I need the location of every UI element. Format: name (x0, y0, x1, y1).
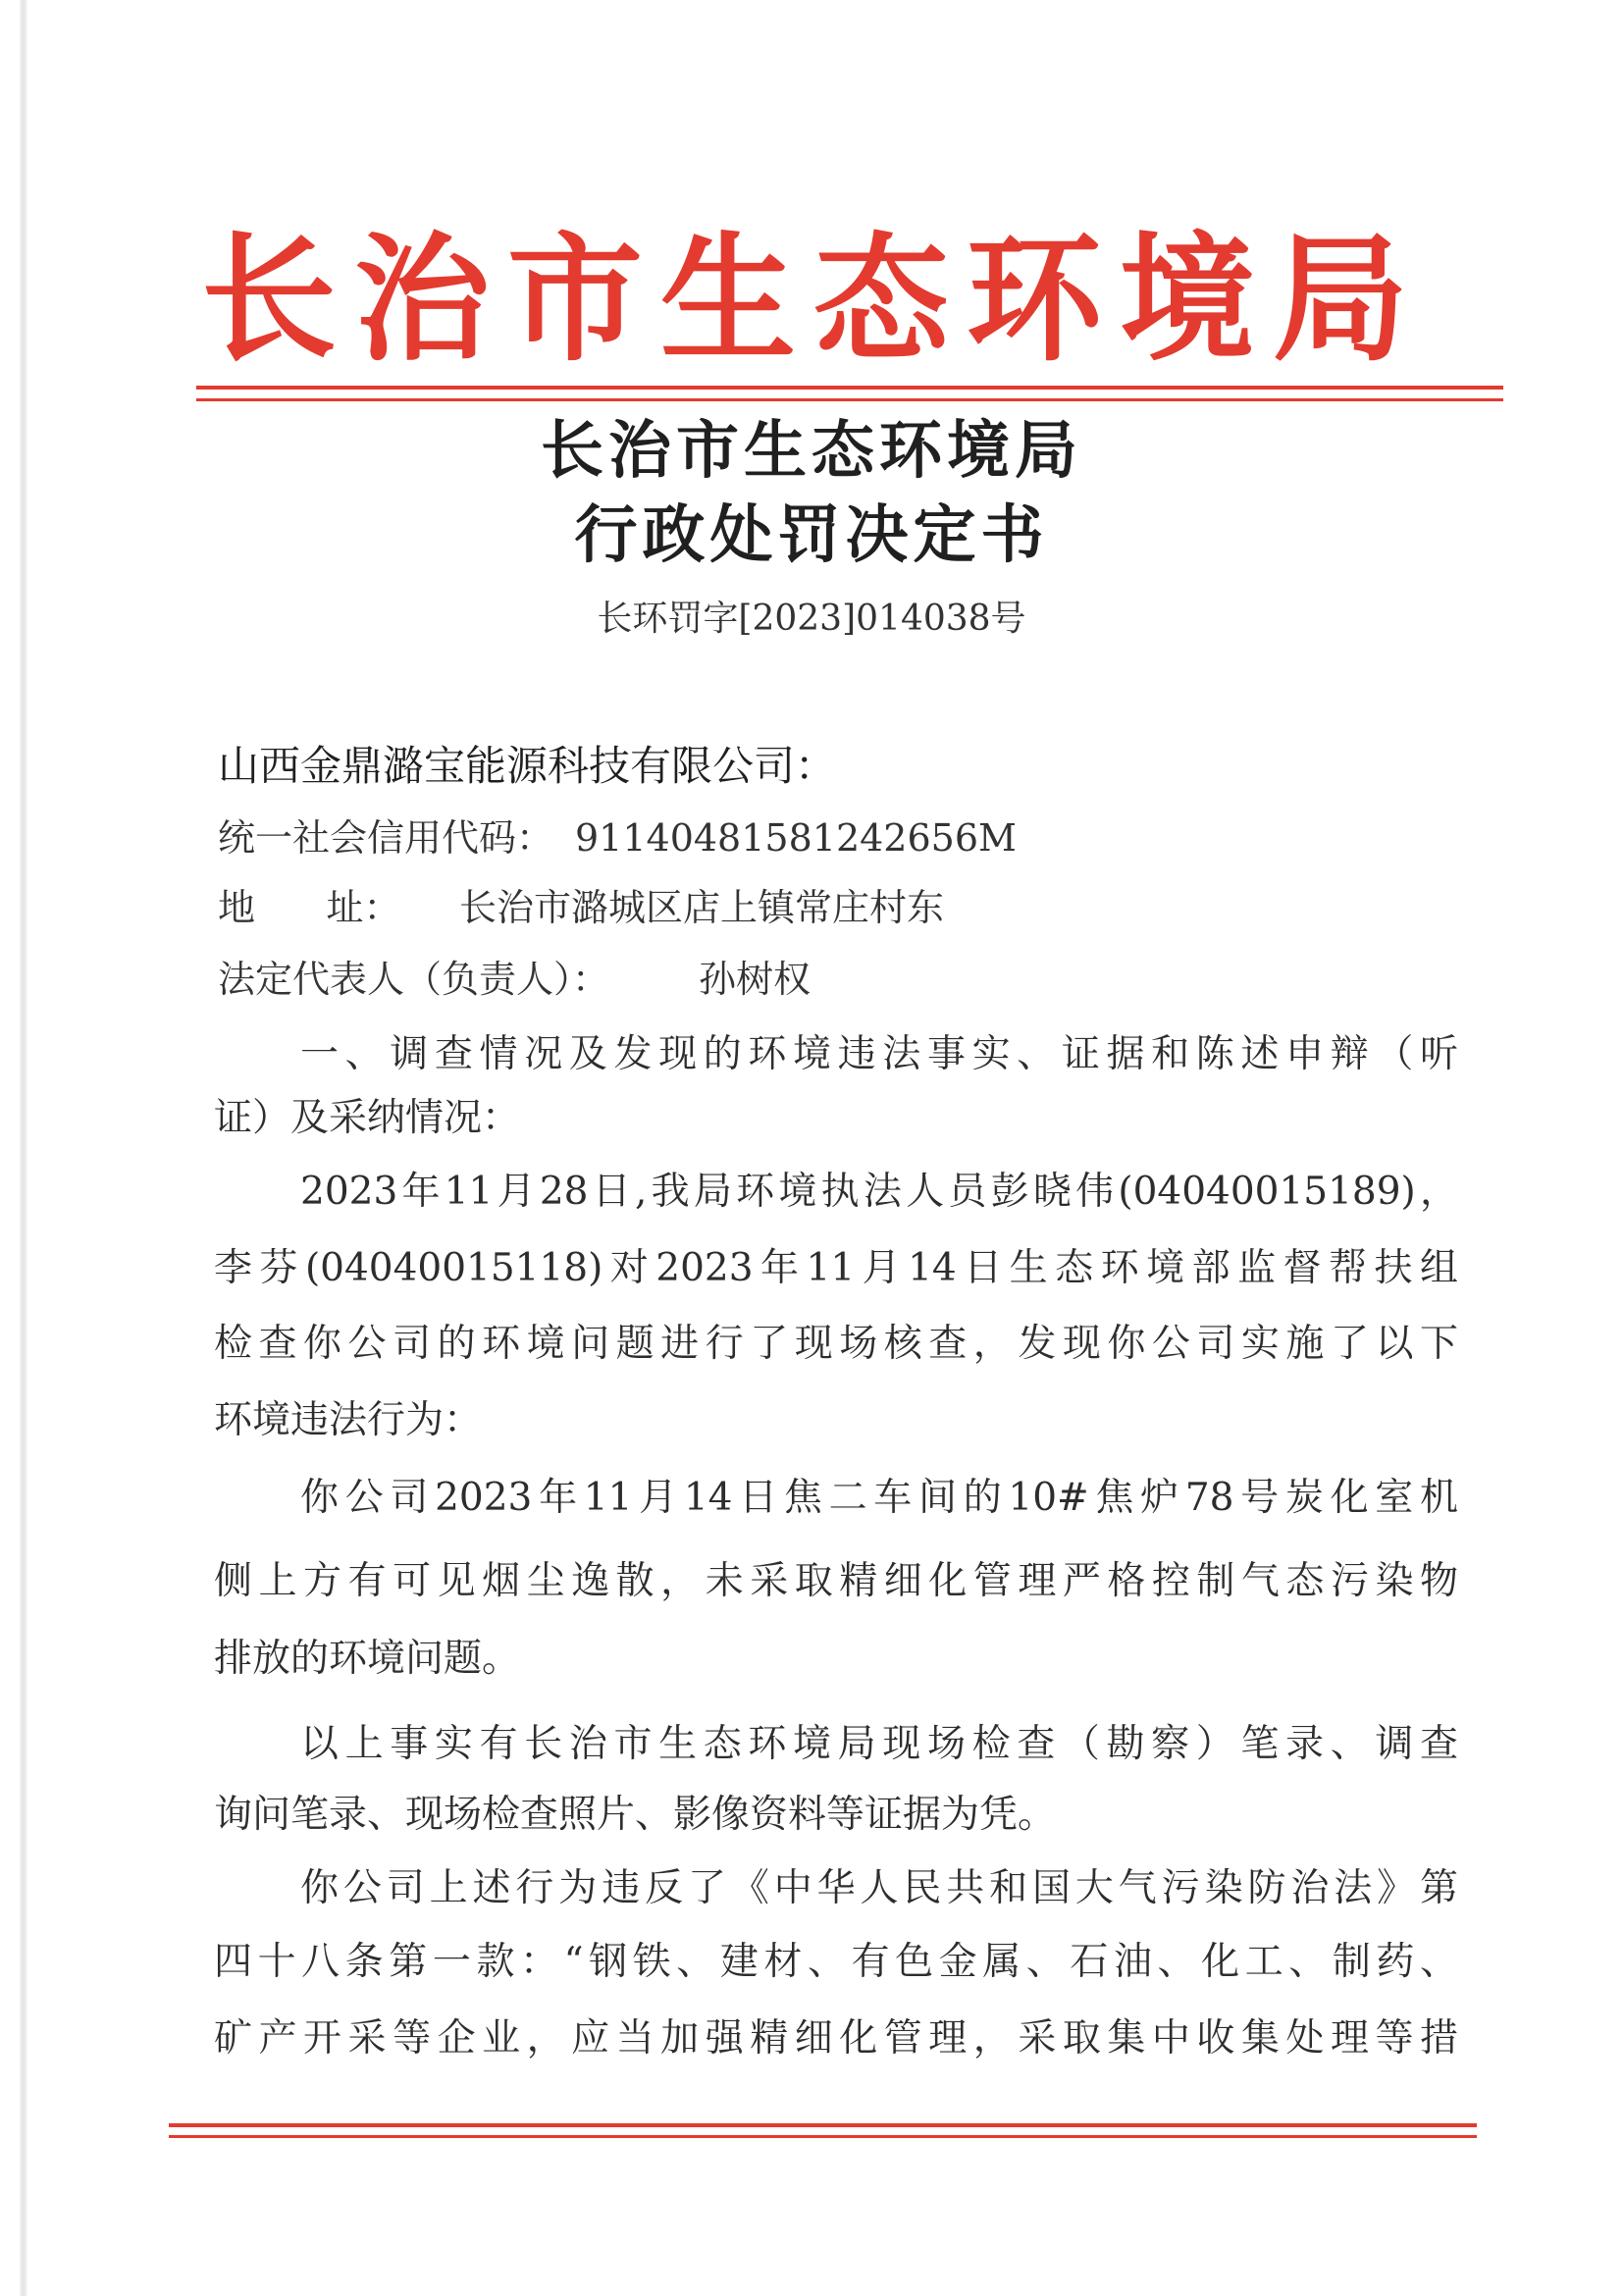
masthead-char: 态 (812, 217, 949, 381)
masthead-char: 市 (506, 217, 643, 381)
agency-masthead (201, 216, 1408, 383)
addressee: 山西金鼎潞宝能源科技有限公司： (218, 742, 837, 790)
masthead-rule-thick (196, 386, 1503, 390)
paragraph-line: 四十八条第一款：“钢铁、建材、有色金属、石油、化工、制药、 (214, 1940, 1458, 1984)
paragraph-line: 2023年11月28日,我局环境执法人员彭晓伟(04040015189)， (300, 1170, 1458, 1214)
credit-code-label: 统一社会信用代码： (218, 816, 554, 860)
credit-code-value: 91140481581242656M (575, 816, 1017, 860)
paragraph-line: 询问笔录、现场检查照片、影像资料等证据为凭。 (214, 1793, 1057, 1837)
address-label: 地 址： (218, 886, 401, 929)
masthead-char: 长 (201, 217, 338, 381)
masthead-char: 生 (659, 217, 796, 381)
masthead-char: 境 (1119, 217, 1255, 381)
address-value: 长治市潞城区店上镇常庄村东 (459, 886, 945, 929)
legal-rep-label: 法定代表人（负责人）： (218, 958, 610, 1001)
paragraph-line: 李芬(04040015118)对2023年11月14日生态环境部监督帮扶组 (214, 1246, 1458, 1290)
footer-rule-thick (169, 2123, 1477, 2127)
paragraph-line: 矿产开采等企业，应当加强精细化管理，采取集中收集处理等措 (214, 2016, 1458, 2061)
paragraph-line: 排放的环境问题。 (214, 1637, 521, 1681)
document-title-type: 行政处罚决定书 (574, 498, 1049, 572)
paragraph-line: 环境违法行为： (214, 1398, 483, 1442)
paragraph-line: 检查你公司的环境问题进行了现场核查，发现你公司实施了以下 (214, 1322, 1458, 1366)
section-heading-line-1: 一、调查情况及发现的环境违法事实、证据和陈述申辩（听 (300, 1032, 1458, 1076)
legal-rep-value: 孙树权 (699, 958, 812, 1001)
section-heading-line-2: 证）及采纳情况： (214, 1096, 521, 1140)
scan-edge (20, 0, 27, 2296)
document-number: 长环罚字[2023]014038号 (597, 599, 1026, 639)
masthead-char: 环 (966, 217, 1102, 381)
masthead-char: 局 (1272, 217, 1408, 381)
paragraph-line: 侧上方有可见烟尘逸散，未采取精细化管理严格控制气态污染物 (214, 1559, 1458, 1603)
paragraph-line: 你公司2023年11月14日焦二车间的10#焦炉78号炭化室机 (300, 1476, 1458, 1520)
masthead-char: 治 (353, 217, 490, 381)
document-title-agency: 长治市生态环境局 (541, 414, 1082, 488)
masthead-rule-thin (196, 398, 1503, 401)
footer-rule-thin (169, 2135, 1477, 2138)
paragraph-line: 你公司上述行为违反了《中华人民共和国大气污染防治法》第 (300, 1866, 1458, 1910)
paragraph-line: 以上事实有长治市生态环境局现场检查（勘察）笔录、调查 (300, 1722, 1458, 1766)
